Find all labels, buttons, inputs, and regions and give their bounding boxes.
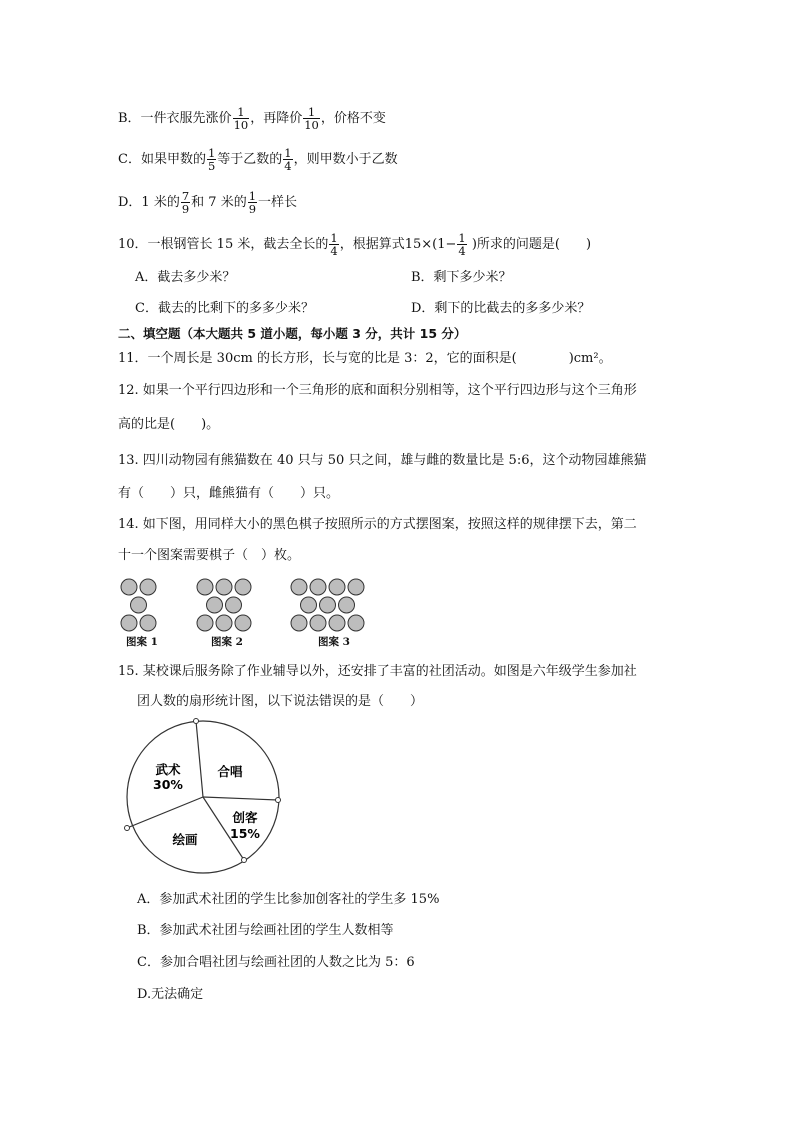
q14-line2: 十一个图案需要棋子（ ）枚。 [118,548,301,563]
pattern-figures [118,578,388,636]
denominator: 10 [233,118,249,132]
pie-label-huihua: 绘画 [172,832,198,847]
chess-piece [216,579,232,595]
chess-piece [291,615,307,631]
numerator: 1 [458,231,466,245]
q15-option-d: D.无法确定 [137,987,204,1002]
chess-piece [320,597,336,613]
chess-piece [197,615,213,631]
chess-piece [291,579,307,595]
q9-option-d [118,190,297,215]
pie-label-hechang: 合唱 [217,764,243,779]
text: ，价格不变 [320,111,386,126]
numerator: 1 [284,146,292,160]
q12-line1: 12. 如果一个平行四边形和一个三角形的底和面积分别相等，这个平行四边形与这个三角形 [118,383,637,398]
pie-label-chuangke: 创客 [232,810,258,825]
chess-piece [339,597,355,613]
fraction [248,190,257,215]
numerator: 1 [248,189,257,203]
numerator: 1 [330,231,338,245]
chess-piece [121,579,137,595]
q15-line2: 团人数的扇形统计图，以下说法错误的是（ ） [137,694,424,709]
pattern-1-caption: 图案 1 [126,636,158,648]
fraction [233,106,250,131]
denominator: 9 [248,202,257,216]
q14-line1: 14. 如下图，用同样大小的黑色棋子按照所示的方式摆图案，按照这样的规律摆下去，第二 [118,517,637,532]
fraction [457,232,466,257]
chess-piece [226,597,242,613]
pie-marker [125,826,130,831]
chess-piece [310,579,326,595]
numerator: 1 [207,146,216,160]
chess-piece [235,579,251,595]
numerator: 7 [181,189,190,203]
fraction [283,147,292,172]
text: 和 7 米的 [191,195,247,210]
q12-line2: 高的比是( )。 [118,417,220,432]
chess-piece [329,579,345,595]
section-heading: 二、填空题（本大题共 5 道小题，每小题 3 分，共计 15 分） [118,326,467,341]
pie-marker [194,719,199,724]
pie-marker [242,858,247,863]
chess-piece [197,579,213,595]
pattern-3-caption: 图案 3 [318,636,350,648]
chess-piece [348,579,364,595]
denominator: 5 [207,159,216,173]
chess-piece [235,615,251,631]
fraction [207,147,216,172]
chess-piece [348,615,364,631]
fraction [303,106,320,131]
q13-line1: 13. 四川动物园有熊猫数在 40 只与 50 只之间，雄与雌的数量比是 5:6，这个动物园雄熊猫 [118,453,647,468]
q15-option-b: B．参加武术社团与绘画社团的学生人数相等 [137,923,394,938]
text: 10．一根钢管长 15 米，截去全长的 [118,237,329,252]
chess-piece [131,597,147,613]
pattern-2-caption: 图案 2 [211,636,243,648]
text: 一样长 [258,195,298,210]
q9-option-b [118,106,386,131]
pie-marker [276,798,281,803]
numerator: 1 [303,106,320,119]
q10-option-b: B．剩下多少米？ [411,270,512,285]
q10-option-d: D．剩下的比截去的多多少米？ [411,301,591,316]
q15-line1: 15. 某校课后服务除了作业辅导以外，还安排了丰富的社团活动。如图是六年级学生参加社 [118,664,637,679]
chess-piece [301,597,317,613]
denominator: 4 [330,244,338,258]
text: ，再降价 [250,111,303,126]
denominator: 4 [284,159,292,173]
q10-option-a: A．截去多少米？ [135,270,236,285]
chess-piece [329,615,345,631]
text: 等于乙数的 [217,152,283,167]
chess-piece [140,615,156,631]
pie-label-wushu: 武术 [155,762,181,777]
chess-piece [207,597,223,613]
denominator: 4 [458,244,466,258]
pie-chart [118,718,288,878]
text: ，则甲数小于乙数 [293,152,398,167]
text: )所求的问题是( ) [467,237,592,252]
q11: 11．一个周长是 30cm 的长方形，长与宽的比是 3：2，它的面积是( )cm²。 [118,351,612,366]
pie-pct-wushu: 30% [153,777,183,792]
chess-piece [121,615,137,631]
q13-line2: 有（ ）只，雌熊猫有（ ）只。 [118,486,340,501]
chess-piece [216,615,232,631]
text: ，根据算式15×(1− [339,237,457,252]
q15-option-a: A．参加武术社团的学生比参加创客社的学生多 15% [137,892,440,907]
text: B．一件衣服先涨价 [118,111,232,126]
text: D．1 米的 [118,195,180,210]
chess-piece [310,615,326,631]
q15-option-c: C．参加合唱社团与绘画社团的人数之比为 5：6 [137,955,415,970]
chess-piece [140,579,156,595]
text: C．如果甲数的 [118,152,206,167]
denominator: 9 [181,202,190,216]
q10-option-c: C．截去的比剩下的多多少米？ [135,301,314,316]
fraction [181,190,190,215]
q10-stem [118,232,591,257]
pie-pct-chuangke: 15% [230,826,260,841]
fraction [329,232,338,257]
q9-option-c [118,147,398,172]
denominator: 10 [304,118,319,132]
numerator: 1 [233,106,250,119]
